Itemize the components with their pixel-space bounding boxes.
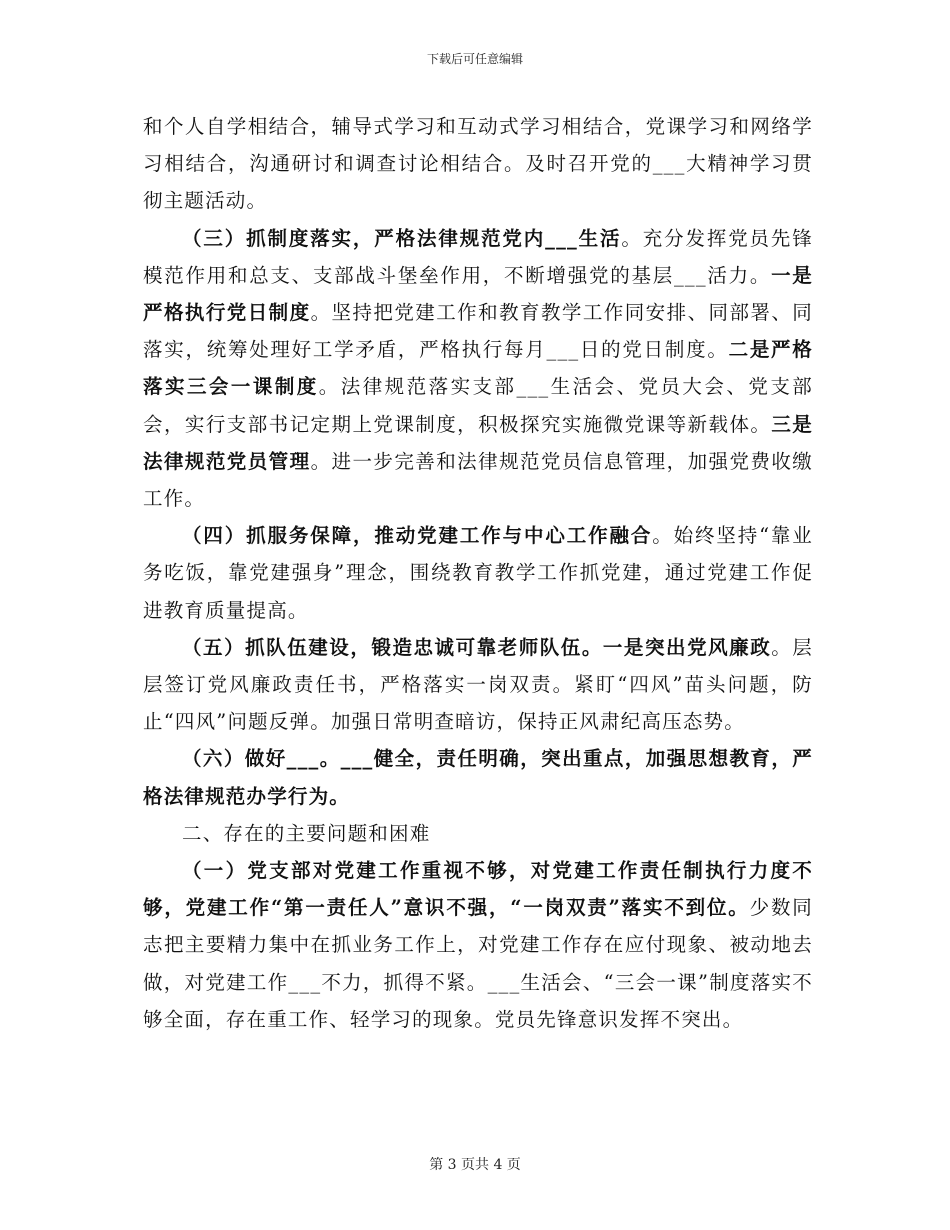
paragraph-problem-1 <box>143 852 813 1038</box>
page-header: 下载后可任意编辑 <box>426 52 523 66</box>
text-run: 。进一步完善和法律规范党员信息管理，加强党费收缴工作。 <box>143 449 813 511</box>
heading-text: 二、存在的主要问题和困难 <box>182 821 431 845</box>
text-run: 。充分发挥党员先锋模范作用和总支、支部战斗堡垒作用，不断增强党的基层___活力。 <box>143 226 813 287</box>
page-footer: 第 3 页共 4 页 <box>429 1157 521 1173</box>
text-run: 。层层签订党风廉政责任书，严格落实一岗双责。紧盯“四风”苗头问题，防止“四风”问题反弹。加强日常明查暗访，保持正风肃纪高压态势。 <box>143 635 813 734</box>
section-heading: （五）抓队伍建设，锻造忠诚可靠老师队伍。一是突出党风廉政 <box>182 635 772 659</box>
subpoint-heading: 三是法律规范党员管理 <box>143 412 813 473</box>
section-heading: （六）做好___。___健全，责任明确，突出重点，加强思想教育，严格法律规范办学行为。 <box>143 747 813 808</box>
paragraph-section-6 <box>143 740 813 814</box>
text-run: 。始终坚持“靠业务吃饭，靠党建强身”理念，围绕教育教学工作抓党建，通过党建工作促进教育质量提高。 <box>143 524 813 622</box>
document-body <box>143 108 813 1038</box>
text-run: 和个人自学相结合，辅导式学习和互动式学习相结合，党课学习和网络学习相结合，沟通研讨和调查讨论相结合。及时召开党的___大精神学习贯彻主题活动。 <box>143 115 813 213</box>
subpoint-heading: 二是严格落实三会一课制度 <box>143 338 813 399</box>
subpoint-heading: 一是严格执行党日制度 <box>143 263 814 325</box>
paragraph-section-4 <box>143 517 813 629</box>
text-run: 。坚持把党建工作和教育教学工作同安排、同部署、同落实，统筹处理好工学矛盾，严格执行每月___日的党日制度。 <box>143 301 813 362</box>
section-heading: （四）抓服务保障，推动党建工作与中心工作融合 <box>182 524 653 548</box>
text-run: 少数同志把主要精力集中在抓业务工作上，对党建工作存在应付现象、被动地去做，对党建工作___不力，抓得不紧。___生活会、“三会一课”制度落实不够全面，存在重工作、轻学习的现象。党员先锋意识发挥不突出。 <box>143 896 813 1031</box>
chapter-heading <box>143 815 813 852</box>
section-heading: （一）党支部对党建工作重视不够，对党建工作责任制执行力度不够，党建工作“第一责任人”意识不强，“一岗双责”落实不到位。 <box>143 859 813 920</box>
paragraph-section-3 <box>143 220 813 518</box>
paragraph-continuation <box>143 108 813 220</box>
paragraph-section-5 <box>143 629 813 741</box>
text-run: 。法律规范落实支部___生活会、党员大会、党支部会，实行支部书记定期上党课制度，积极探究实施微党课等新载体。 <box>143 375 813 436</box>
section-heading: （三）抓制度落实，严格法律规范党内___生活 <box>182 226 622 250</box>
